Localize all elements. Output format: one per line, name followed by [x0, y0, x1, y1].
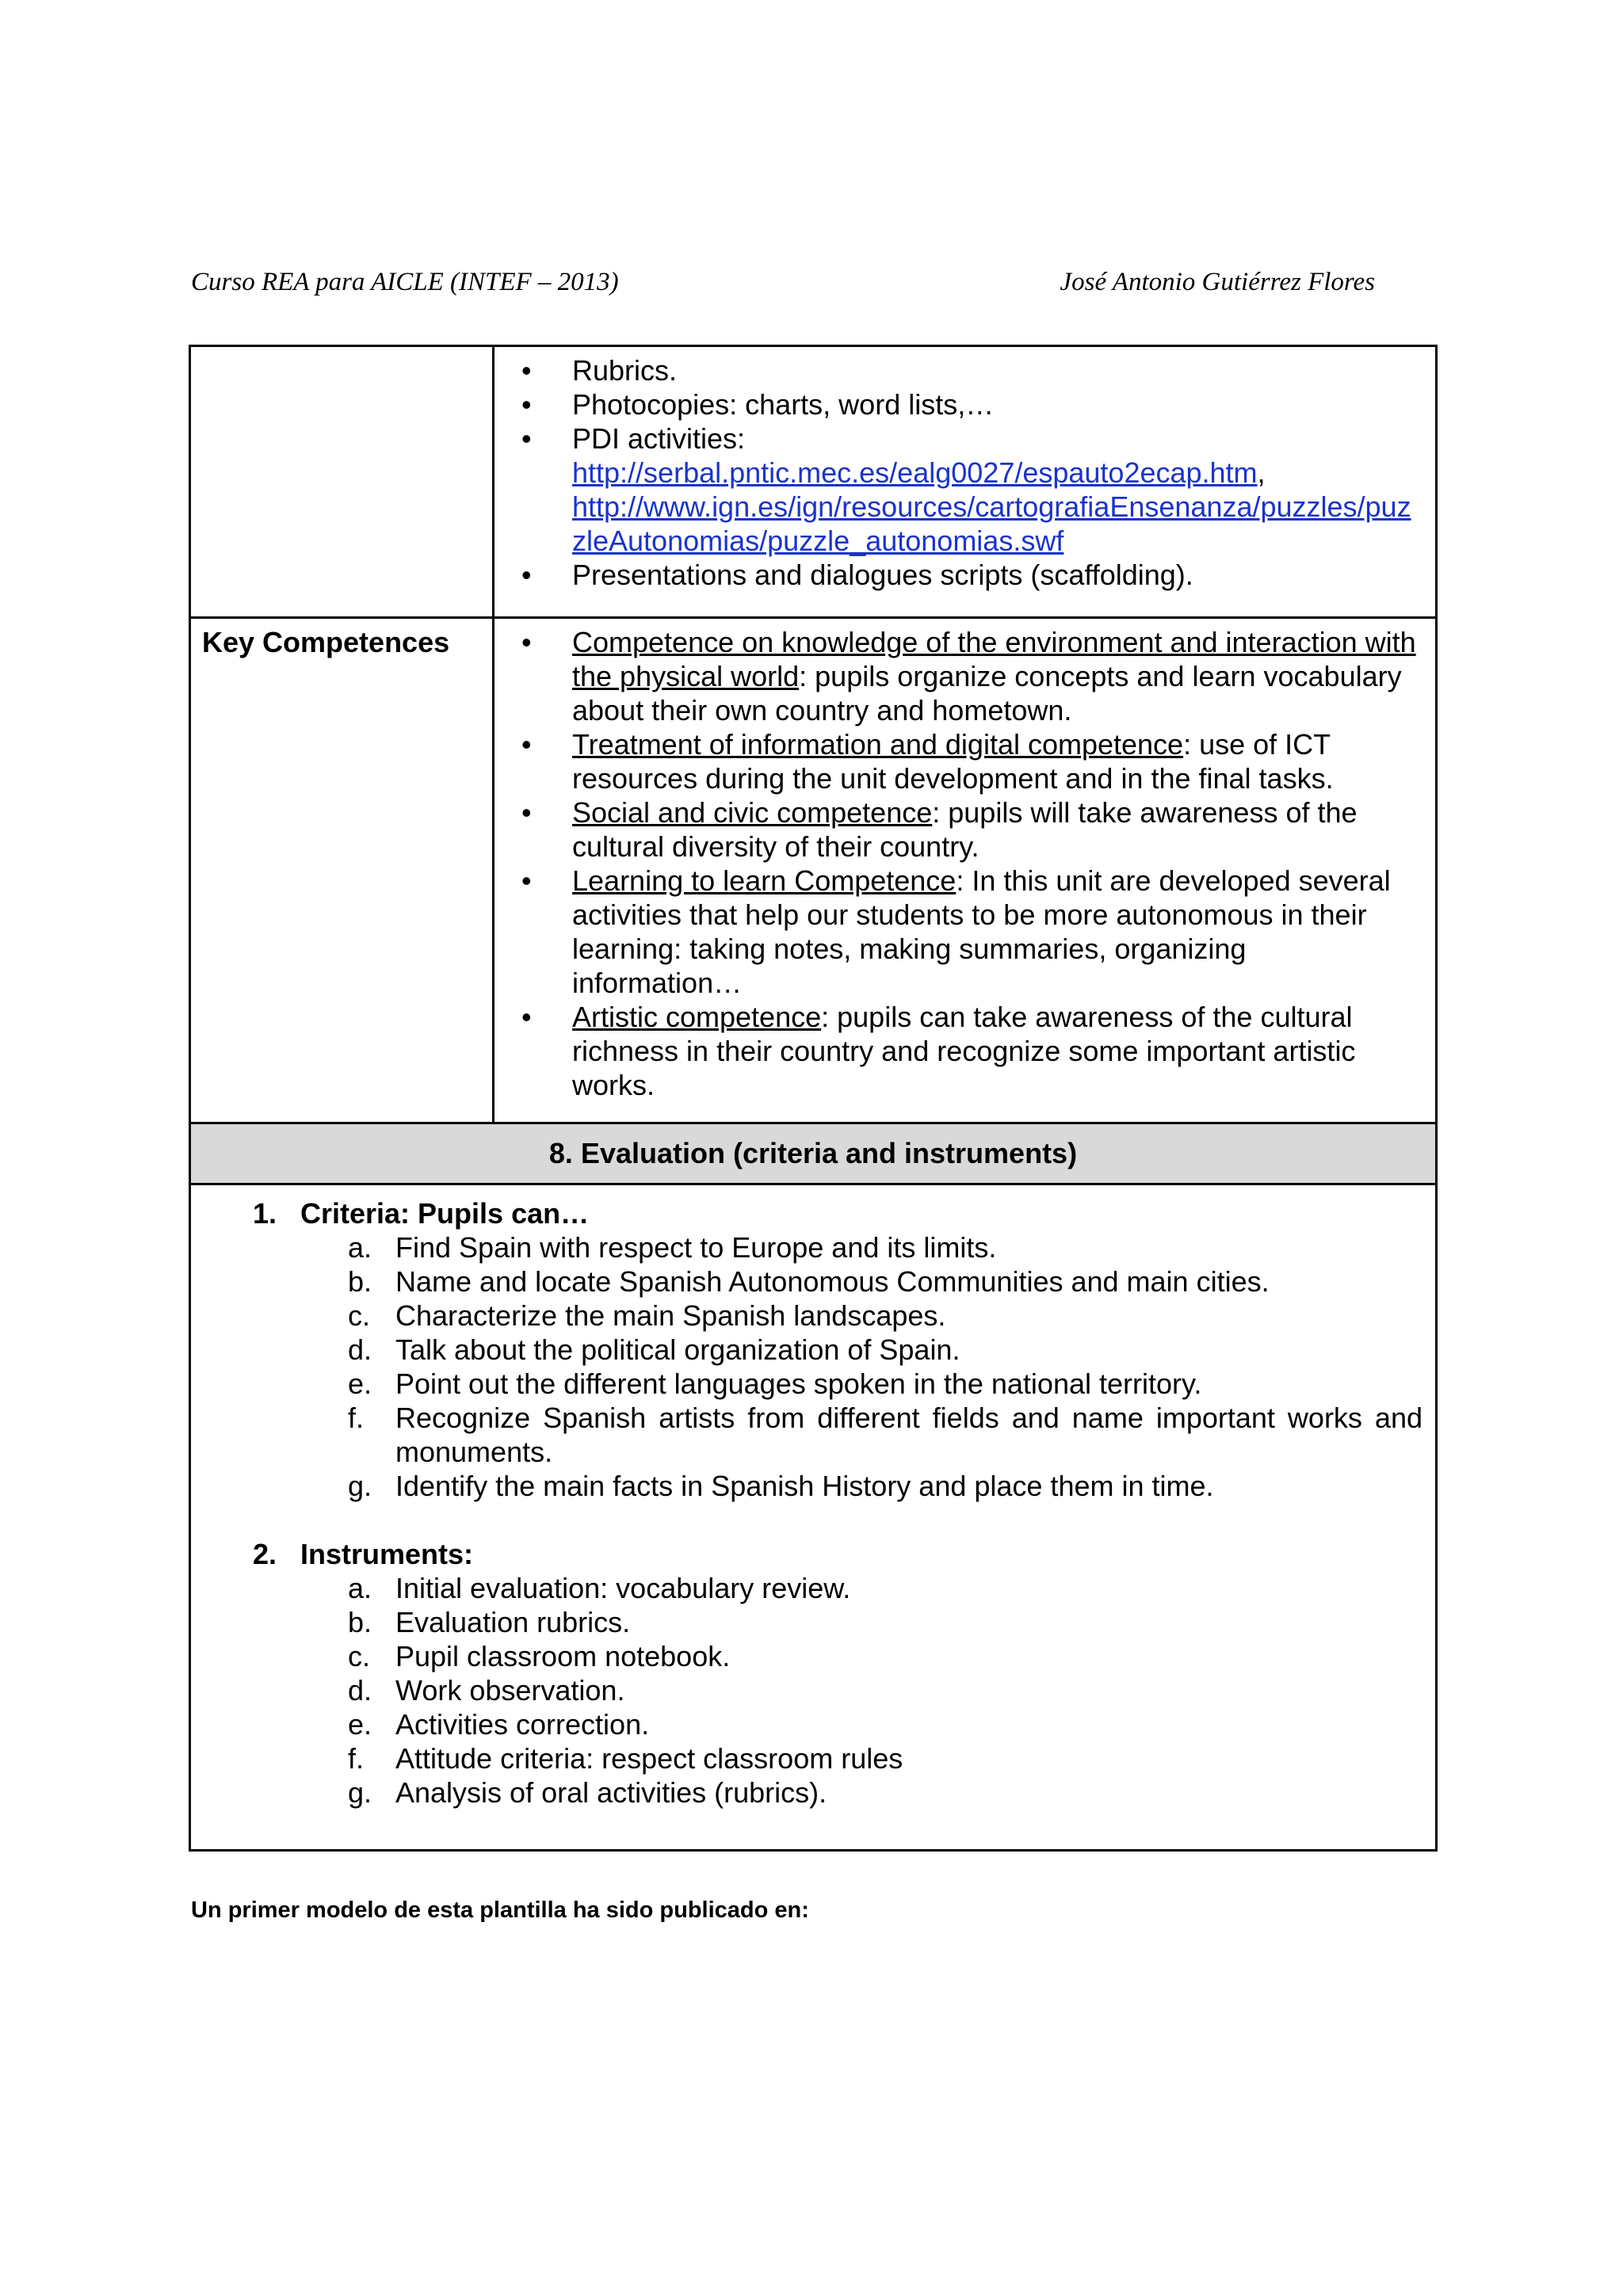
header-course-title: Curso REA para AICLE (INTEF – 2013) [191, 268, 619, 296]
list-item: b. Evaluation rubrics. [348, 1606, 631, 1638]
list-item: • Presentations and dialogues scripts (scaffolding). [509, 558, 1423, 592]
header-author: José Antonio Gutiérrez Flores [1060, 268, 1375, 296]
list-item: • Competence on knowledge of the environment and interaction with the physical world: pupils organize concepts and learn vocabulary about their own country and hometown. [509, 625, 1423, 727]
list-item: • Rubrics. [509, 353, 1423, 387]
list-item: d. Talk about the political organization of Spain. [348, 1333, 960, 1366]
evaluation-heading-row [190, 1123, 1437, 1184]
key-competences-label-cell [190, 618, 494, 1123]
resources-list [509, 353, 1423, 592]
list-item: c. Characterize the main Spanish landscapes. [348, 1299, 946, 1332]
pdi-link-serbal[interactable]: http://serbal.pntic.mec.es/ealg0027/espauto2ecap.htm [572, 456, 1258, 489]
instruments-heading: 2. Instruments: [253, 1538, 474, 1570]
competence-title: Competence on knowledge of the environment and interaction with the physical world [572, 626, 1416, 692]
lesson-plan-table [189, 345, 1438, 1852]
list-item: c. Pupil classroom notebook. [348, 1640, 731, 1672]
list-item: • Social and civic competence: pupils will take awareness of the cultural diversity of their country. [509, 795, 1423, 864]
list-item: e. Point out the different languages spoken in the national territory. [348, 1367, 1202, 1400]
page-header [191, 268, 1375, 307]
list-item: f. Recognize Spanish artists from different fields and name important works and monuments. [348, 1402, 1423, 1468]
pdi-link-ign-puzzle[interactable]: http://www.ign.es/ign/resources/cartografiaEnsenanza/puzzles/puzzleAutonomias/puzzle_autonomias.swf [572, 490, 1411, 557]
list-item: • Photocopies: charts, word lists,… [509, 387, 1423, 421]
competence-title: Treatment of information and digital competence [572, 728, 1184, 761]
competence-title: Learning to learn Competence [572, 864, 957, 897]
list-item: • PDI activities: http://serbal.pntic.mec.es/ealg0027/espauto2ecap.htm, http://www.ign.es/ign/resources/cartografiaEnsenanza/puzzles/puzzleAutonomias/puzzle_autonomias.swf [509, 421, 1423, 558]
list-item: b. Name and locate Spanish Autonomous Communities and main cities. [348, 1265, 1270, 1298]
evaluation-content-cell [190, 1184, 1437, 1851]
evaluation-row [190, 1184, 1437, 1851]
key-competences-content-cell [494, 618, 1437, 1123]
competence-title: Artistic competence [572, 1001, 822, 1033]
key-competences-row [190, 618, 1437, 1123]
list-item: f. Attitude criteria: respect classroom rules [348, 1742, 903, 1775]
list-item: a. Find Spain with respect to Europe and its limits. [348, 1231, 997, 1264]
competence-title: Social and civic competence [572, 796, 933, 829]
resources-label-cell [190, 346, 494, 618]
list-item: a. Initial evaluation: vocabulary review. [348, 1572, 851, 1604]
list-item: d. Work observation. [348, 1674, 625, 1707]
key-competences-label: Key Competences [202, 626, 450, 658]
criteria-heading: 1. Criteria: Pupils can… [253, 1197, 590, 1230]
list-item: g. Identify the main facts in Spanish History and place them in time. [348, 1470, 1214, 1502]
list-item: e. Activities correction. [348, 1708, 650, 1741]
resources-content-cell [494, 346, 1437, 618]
section-heading: 8. Evaluation (criteria and instruments) [190, 1123, 1437, 1184]
list-item: • Artistic competence: pupils can take awareness of the cultural richness in their country and recognize some important artistic works. [509, 1000, 1423, 1102]
instruments-list [191, 1571, 1423, 1810]
resources-row [190, 346, 1437, 618]
list-item: • Learning to learn Competence: In this unit are developed several activities that help our students to be more autonomous in their learning: taking notes, making summaries, organizing information… [509, 864, 1423, 1000]
footer-note: Un primer modelo de esta plantilla ha sido publicado en: [191, 1897, 809, 1923]
list-item: g. Analysis of oral activities (rubrics). [348, 1776, 827, 1809]
key-competences-list [509, 625, 1423, 1102]
list-item: • Treatment of information and digital competence: use of ICT resources during the unit development and in the final tasks. [509, 727, 1423, 795]
criteria-list [191, 1230, 1423, 1503]
